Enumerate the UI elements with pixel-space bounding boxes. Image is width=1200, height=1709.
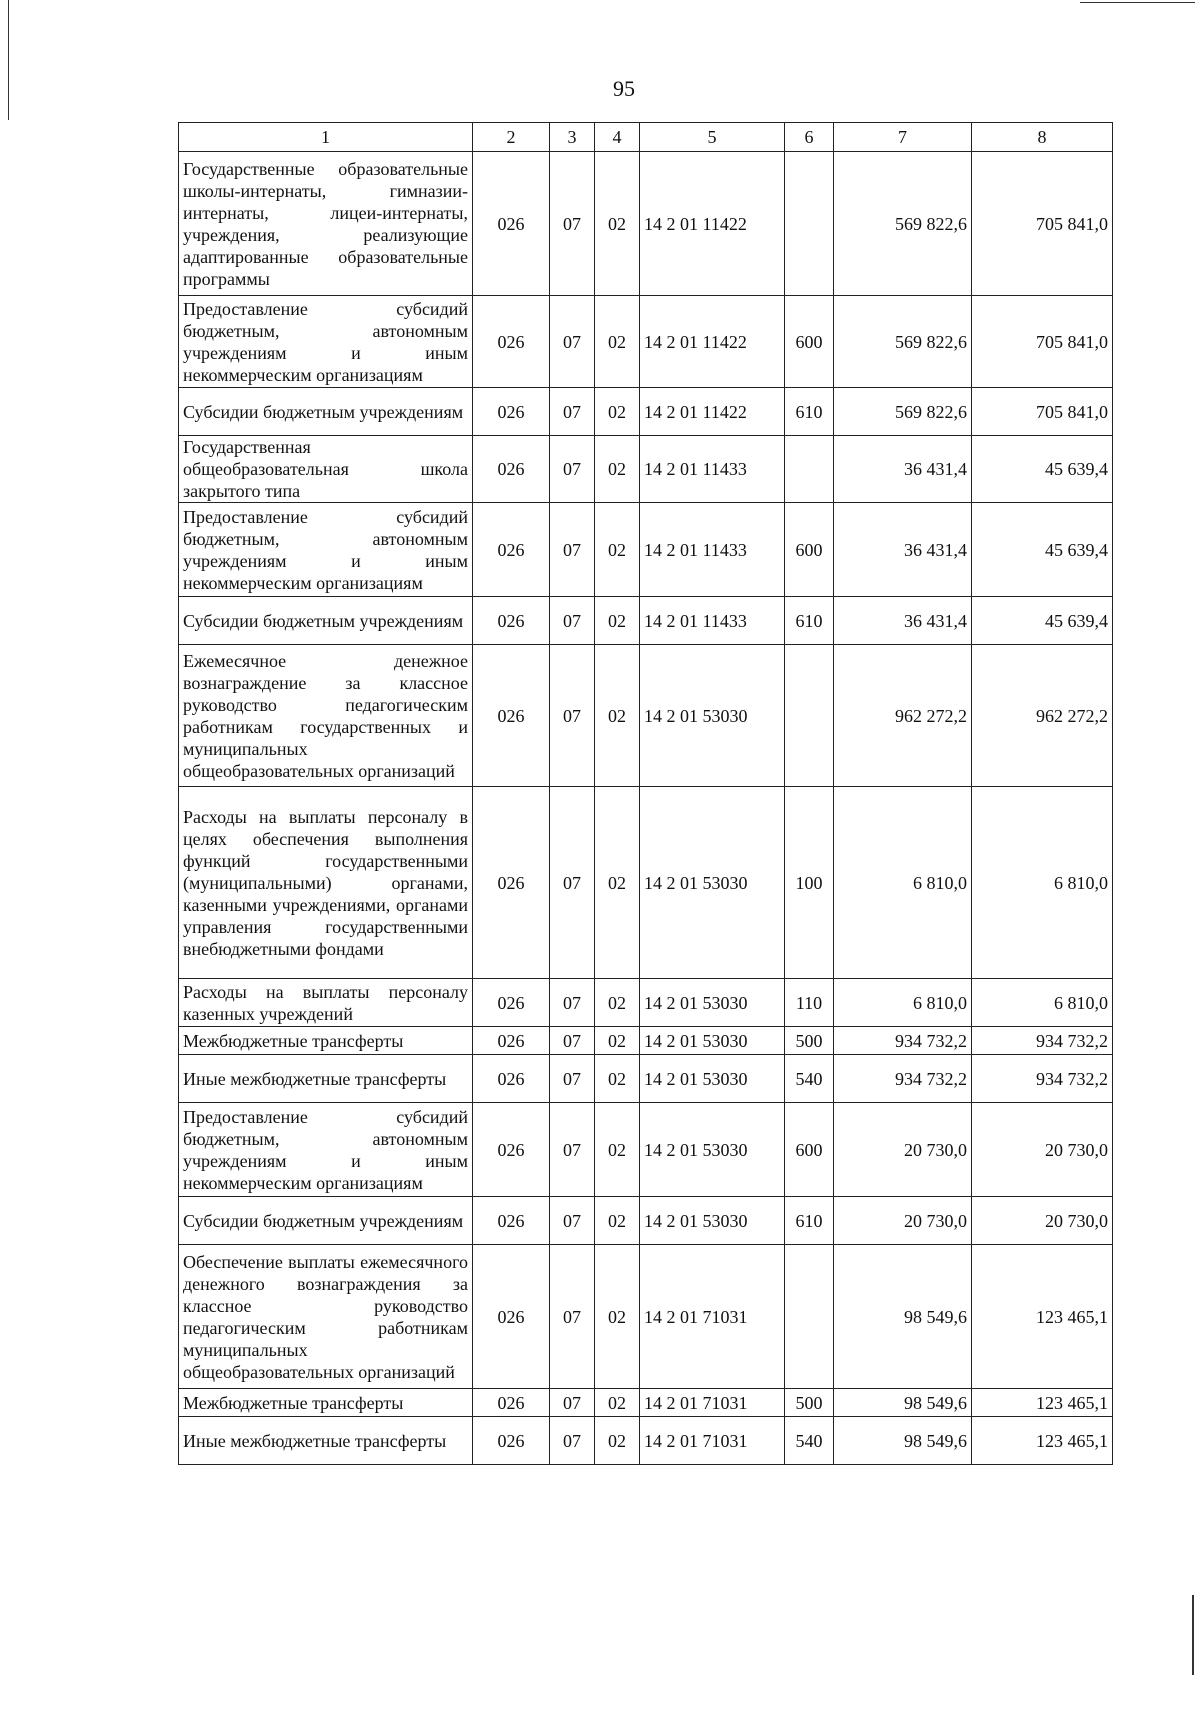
section-code-cell: 07 <box>550 436 595 503</box>
amount-year-1-cell: 962 272,2 <box>834 645 972 787</box>
amount-year-1-cell: 6 810,0 <box>834 787 972 979</box>
column-header: 4 <box>595 123 640 152</box>
row-name-cell: Государственная общеобразовательная школа закрытого типа <box>179 436 473 503</box>
section-code-cell: 07 <box>550 1389 595 1417</box>
column-header: 6 <box>785 123 834 152</box>
ministry-code-cell: 026 <box>473 1055 550 1103</box>
ministry-code-cell: 026 <box>473 296 550 388</box>
amount-year-1-cell: 934 732,2 <box>834 1027 972 1055</box>
ministry-code-cell: 026 <box>473 503 550 597</box>
ministry-code-cell: 026 <box>473 1103 550 1197</box>
scan-edge-mark <box>8 0 9 120</box>
column-header: 5 <box>640 123 785 152</box>
expense-type-cell <box>785 152 834 296</box>
page-number: 95 <box>613 76 635 101</box>
amount-year-2-cell: 6 810,0 <box>972 787 1113 979</box>
ministry-code-cell: 026 <box>473 1197 550 1245</box>
amount-year-1-cell: 934 732,2 <box>834 1055 972 1103</box>
expense-type-cell: 500 <box>785 1027 834 1055</box>
subsection-code-cell: 02 <box>595 388 640 436</box>
amount-year-2-cell: 45 639,4 <box>972 503 1113 597</box>
table-row <box>179 1245 1113 1389</box>
amount-year-1-cell: 36 431,4 <box>834 436 972 503</box>
ministry-code-cell: 026 <box>473 388 550 436</box>
expense-type-cell <box>785 645 834 787</box>
table-body <box>179 152 1113 1465</box>
subsection-code-cell: 02 <box>595 503 640 597</box>
row-name-cell: Субсидии бюджетным учреждениям <box>179 597 473 645</box>
row-name-cell: Ежемесячное денежное вознаграждение за классное руководство педагогическим работникам государственных и муниципальных общеобразовательных организаций <box>179 645 473 787</box>
ministry-code-cell: 026 <box>473 645 550 787</box>
table-row <box>179 1197 1113 1245</box>
expense-type-cell: 610 <box>785 1197 834 1245</box>
target-article-cell: 14 2 01 53030 <box>640 1027 785 1055</box>
expense-type-cell <box>785 1245 834 1389</box>
section-code-cell: 07 <box>550 1027 595 1055</box>
subsection-code-cell: 02 <box>595 1027 640 1055</box>
target-article-cell: 14 2 01 11422 <box>640 296 785 388</box>
section-code-cell: 07 <box>550 979 595 1027</box>
row-name-cell: Межбюджетные трансферты <box>179 1389 473 1417</box>
row-name-cell: Обеспечение выплаты ежемесячного денежного вознаграждения за классное руководство педагогическим работникам муниципальных общеобразовательных организаций <box>179 1245 473 1389</box>
table-row <box>179 979 1113 1027</box>
expense-type-cell: 610 <box>785 388 834 436</box>
expense-type-cell: 100 <box>785 787 834 979</box>
subsection-code-cell: 02 <box>595 436 640 503</box>
section-code-cell: 07 <box>550 1197 595 1245</box>
amount-year-1-cell: 98 549,6 <box>834 1417 972 1465</box>
expense-type-cell: 600 <box>785 1103 834 1197</box>
amount-year-1-cell: 569 822,6 <box>834 152 972 296</box>
amount-year-1-cell: 36 431,4 <box>834 503 972 597</box>
amount-year-2-cell: 934 732,2 <box>972 1027 1113 1055</box>
section-code-cell: 07 <box>550 152 595 296</box>
table-row <box>179 436 1113 503</box>
amount-year-2-cell: 934 732,2 <box>972 1055 1113 1103</box>
target-article-cell: 14 2 01 11422 <box>640 388 785 436</box>
row-name-cell: Государственные образовательные школы-интернаты, гимназии-интернаты, лицеи-интернаты, учреждения, реализующие адаптированные образовательные программы <box>179 152 473 296</box>
target-article-cell: 14 2 01 53030 <box>640 645 785 787</box>
amount-year-2-cell: 6 810,0 <box>972 979 1113 1027</box>
target-article-cell: 14 2 01 53030 <box>640 979 785 1027</box>
amount-year-1-cell: 98 549,6 <box>834 1245 972 1389</box>
amount-year-2-cell: 20 730,0 <box>972 1103 1113 1197</box>
expense-type-cell <box>785 436 834 503</box>
subsection-code-cell: 02 <box>595 645 640 787</box>
table-row <box>179 1027 1113 1055</box>
row-name-cell: Предоставление субсидий бюджетным, автономным учреждениям и иным некоммерческим организациям <box>179 503 473 597</box>
subsection-code-cell: 02 <box>595 1245 640 1389</box>
column-header: 7 <box>834 123 972 152</box>
subsection-code-cell: 02 <box>595 1197 640 1245</box>
row-name-cell: Иные межбюджетные трансферты <box>179 1055 473 1103</box>
amount-year-1-cell: 98 549,6 <box>834 1389 972 1417</box>
scan-edge-mark <box>1192 1595 1194 1675</box>
amount-year-1-cell: 36 431,4 <box>834 597 972 645</box>
target-article-cell: 14 2 01 11433 <box>640 597 785 645</box>
section-code-cell: 07 <box>550 597 595 645</box>
ministry-code-cell: 026 <box>473 1245 550 1389</box>
budget-table <box>178 122 1113 1465</box>
row-name-cell: Иные межбюджетные трансферты <box>179 1417 473 1465</box>
subsection-code-cell: 02 <box>595 296 640 388</box>
ministry-code-cell: 026 <box>473 436 550 503</box>
target-article-cell: 14 2 01 53030 <box>640 1103 785 1197</box>
row-name-cell: Субсидии бюджетным учреждениям <box>179 388 473 436</box>
row-name-cell: Расходы на выплаты персоналу казенных учреждений <box>179 979 473 1027</box>
table-row <box>179 1103 1113 1197</box>
expense-type-cell: 600 <box>785 296 834 388</box>
column-header: 1 <box>179 123 473 152</box>
subsection-code-cell: 02 <box>595 152 640 296</box>
section-code-cell: 07 <box>550 787 595 979</box>
section-code-cell: 07 <box>550 296 595 388</box>
table-row <box>179 152 1113 296</box>
amount-year-1-cell: 20 730,0 <box>834 1197 972 1245</box>
expense-type-cell: 610 <box>785 597 834 645</box>
expense-type-cell: 540 <box>785 1417 834 1465</box>
amount-year-2-cell: 123 465,1 <box>972 1389 1113 1417</box>
row-name-cell: Предоставление субсидий бюджетным, автономным учреждениям и иным некоммерческим организациям <box>179 296 473 388</box>
ministry-code-cell: 026 <box>473 152 550 296</box>
table-row <box>179 645 1113 787</box>
amount-year-2-cell: 45 639,4 <box>972 597 1113 645</box>
subsection-code-cell: 02 <box>595 787 640 979</box>
ministry-code-cell: 026 <box>473 1389 550 1417</box>
section-code-cell: 07 <box>550 1055 595 1103</box>
row-name-cell: Субсидии бюджетным учреждениям <box>179 1197 473 1245</box>
amount-year-1-cell: 569 822,6 <box>834 388 972 436</box>
target-article-cell: 14 2 01 11433 <box>640 503 785 597</box>
amount-year-2-cell: 45 639,4 <box>972 436 1113 503</box>
expense-type-cell: 600 <box>785 503 834 597</box>
target-article-cell: 14 2 01 71031 <box>640 1389 785 1417</box>
table-row <box>179 787 1113 979</box>
subsection-code-cell: 02 <box>595 1417 640 1465</box>
column-header: 3 <box>550 123 595 152</box>
amount-year-2-cell: 20 730,0 <box>972 1197 1113 1245</box>
subsection-code-cell: 02 <box>595 979 640 1027</box>
target-article-cell: 14 2 01 11433 <box>640 436 785 503</box>
target-article-cell: 14 2 01 71031 <box>640 1245 785 1389</box>
target-article-cell: 14 2 01 53030 <box>640 787 785 979</box>
amount-year-2-cell: 705 841,0 <box>972 152 1113 296</box>
table-row <box>179 1055 1113 1103</box>
table-row <box>179 503 1113 597</box>
section-code-cell: 07 <box>550 1417 595 1465</box>
target-article-cell: 14 2 01 53030 <box>640 1197 785 1245</box>
row-name-cell: Предоставление субсидий бюджетным, автономным учреждениям и иным некоммерческим организациям <box>179 1103 473 1197</box>
amount-year-1-cell: 6 810,0 <box>834 979 972 1027</box>
amount-year-2-cell: 705 841,0 <box>972 388 1113 436</box>
section-code-cell: 07 <box>550 1103 595 1197</box>
target-article-cell: 14 2 01 53030 <box>640 1055 785 1103</box>
ministry-code-cell: 026 <box>473 597 550 645</box>
table-row <box>179 1389 1113 1417</box>
subsection-code-cell: 02 <box>595 597 640 645</box>
amount-year-2-cell: 705 841,0 <box>972 296 1113 388</box>
section-code-cell: 07 <box>550 503 595 597</box>
subsection-code-cell: 02 <box>595 1055 640 1103</box>
table-row <box>179 296 1113 388</box>
ministry-code-cell: 026 <box>473 979 550 1027</box>
target-article-cell: 14 2 01 71031 <box>640 1417 785 1465</box>
expense-type-cell: 110 <box>785 979 834 1027</box>
table-row <box>179 388 1113 436</box>
table-row <box>179 1417 1113 1465</box>
expense-type-cell: 540 <box>785 1055 834 1103</box>
subsection-code-cell: 02 <box>595 1389 640 1417</box>
row-name-cell: Расходы на выплаты персоналу в целях обеспечения выполнения функций государственными (муниципальными) органами, казенными учреждениями, органами управления государственными внебюджетными фондами <box>179 787 473 979</box>
row-name-cell: Межбюджетные трансферты <box>179 1027 473 1055</box>
amount-year-2-cell: 123 465,1 <box>972 1245 1113 1389</box>
column-header: 2 <box>473 123 550 152</box>
ministry-code-cell: 026 <box>473 1027 550 1055</box>
amount-year-1-cell: 20 730,0 <box>834 1103 972 1197</box>
scan-edge-mark <box>1080 2 1195 3</box>
section-code-cell: 07 <box>550 1245 595 1389</box>
header-row <box>179 123 1113 152</box>
ministry-code-cell: 026 <box>473 1417 550 1465</box>
subsection-code-cell: 02 <box>595 1103 640 1197</box>
ministry-code-cell: 026 <box>473 787 550 979</box>
table-row <box>179 597 1113 645</box>
amount-year-2-cell: 123 465,1 <box>972 1417 1113 1465</box>
amount-year-1-cell: 569 822,6 <box>834 296 972 388</box>
expense-type-cell: 500 <box>785 1389 834 1417</box>
amount-year-2-cell: 962 272,2 <box>972 645 1113 787</box>
section-code-cell: 07 <box>550 388 595 436</box>
section-code-cell: 07 <box>550 645 595 787</box>
column-header: 8 <box>972 123 1113 152</box>
target-article-cell: 14 2 01 11422 <box>640 152 785 296</box>
